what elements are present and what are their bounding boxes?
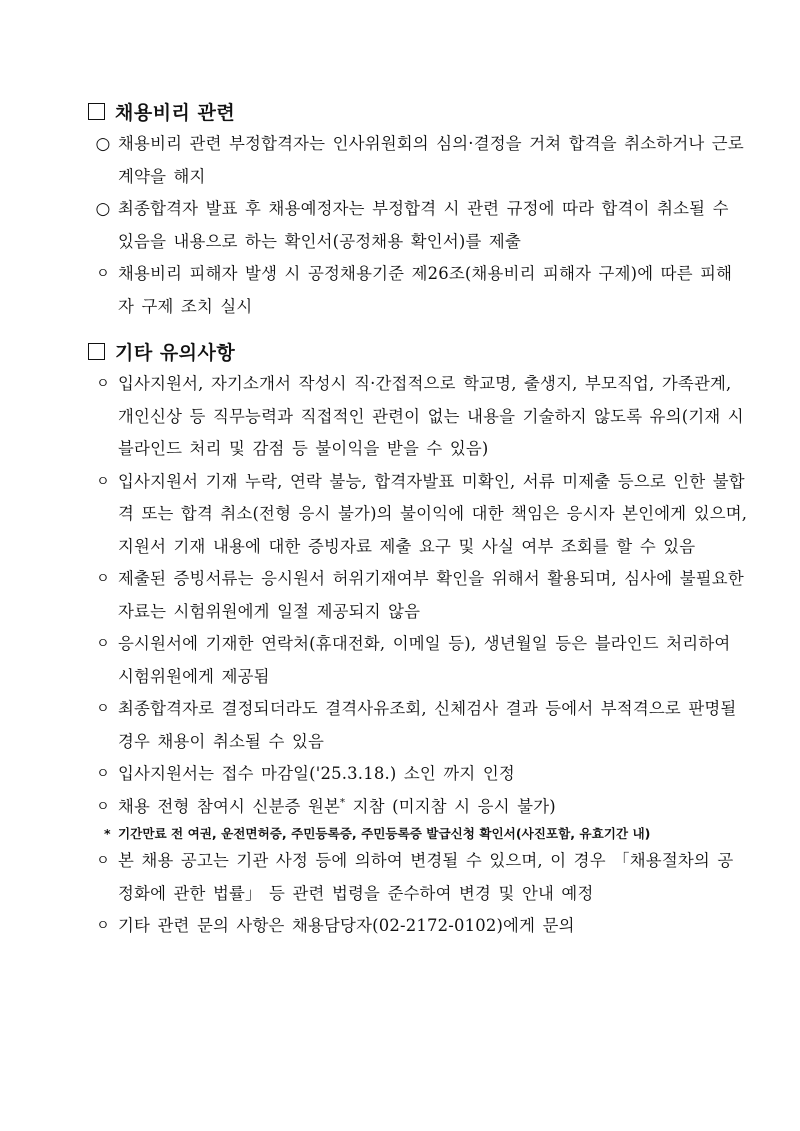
list-item: [88, 845, 748, 910]
list-item: [88, 193, 748, 258]
list-item: [88, 910, 748, 943]
list-item: [88, 128, 748, 193]
list-item: [88, 758, 748, 791]
circle-bullet-icon: ㅇ: [96, 853, 110, 869]
list-item: [88, 791, 748, 824]
circle-bullet-icon: ㅇ: [96, 766, 110, 782]
circle-bullet-icon: ㅇ: [96, 918, 110, 934]
list-item-text-after: 지참 (미지참 시 응시 불가): [345, 796, 556, 816]
list-item-text: 채용 전형 참여시 신분증 원본: [118, 796, 341, 816]
footnote: [104, 823, 748, 845]
list-item-text: 최종합격자 발표 후 채용예정자는 부정합격 시 관련 규정에 따라 합격이 취소될 수 있음을 내용으로 하는 확인서(공정채용 확인서)를 제출: [118, 199, 729, 251]
section-heading: [88, 336, 748, 366]
circle-bullet-icon: ㅇ: [96, 636, 110, 652]
footnote-text: 기간만료 전 여권, 운전면허증, 주민등록증, 주민등록증 발급신청 확인서(사진포함, 유효기간 내): [118, 826, 651, 841]
checkbox-square-icon: [88, 343, 105, 360]
section-recruitment-fraud: [88, 96, 748, 323]
list-item-text: 응시원서에 기재한 연락처(휴대전화, 이메일 등), 생년월일 등은 블라인드 처리하여 시험위원에게 제공됨: [118, 634, 731, 686]
list-item-text: 입사지원서는 접수 마감일('25.3.18.) 소인 까지 인정: [118, 764, 515, 783]
list-item-text: 입사지원서 기재 누락, 연락 불능, 합격자발표 미확인, 서류 미제출 등으로 인한 불합격 또는 합격 취소(전형 응시 불가)의 불이익에 대한 책임은 응시자 본인에게 있으며, 지원서 기재 내용에 대한 증빙자료 제출 요구 및 사실 여부 조회를 할 수 있음: [118, 471, 748, 556]
circle-bullet-icon: ㅇ: [96, 473, 110, 490]
checkbox-square-icon: [88, 103, 105, 120]
footnote-marker: *: [340, 797, 346, 809]
list-item-text: 본 채용 공고는 기관 사정 등에 의하여 변경될 수 있으며, 이 경우 「채용절차의 공정화에 관한 법률」 등 관련 법령을 준수하여 변경 및 안내 예정: [118, 851, 734, 903]
section-other-notices: [88, 336, 748, 943]
list-item: [88, 466, 748, 564]
footnote-star: *: [104, 826, 111, 841]
circle-bullet-icon: ○: [95, 134, 111, 154]
list-item: [88, 628, 748, 693]
circle-bullet-icon: ㅇ: [96, 571, 110, 587]
list-item: [88, 368, 748, 466]
circle-bullet-icon: ㅇ: [96, 798, 110, 815]
list-item: [88, 258, 748, 323]
section-title: 채용비리 관련: [115, 101, 236, 124]
circle-bullet-icon: ㅇ: [96, 266, 110, 282]
list-item-text: 최종합격자로 결정되더라도 결격사유조회, 신체검사 결과 등에서 부적격으로 판명될 경우 채용이 취소될 수 있음: [118, 699, 737, 751]
section-heading: [88, 96, 748, 126]
list-item-text: 입사지원서, 자기소개서 작성시 직·간접적으로 학교명, 출생지, 부모직업, 가족관계, 개인신상 등 직무능력과 직접적인 관련이 없는 내용을 기술하지 않도록 유의(기재 시 블라인드 처리 및 감점 등 불이익을 받을 수 있음): [118, 374, 744, 458]
list-item-text: 채용비리 피해자 발생 시 공정채용기준 제26조(채용비리 피해자 구제)에 따른 피해자 구제 조치 실시: [118, 264, 733, 316]
list-item-text: 기타 관련 문의 사항은 채용담당자(02-2172-0102)에게 문의: [118, 916, 575, 935]
circle-bullet-icon: ㅇ: [96, 376, 110, 392]
circle-bullet-icon: ㅇ: [96, 701, 110, 717]
section-title: 기타 유의사항: [115, 341, 236, 364]
circle-bullet-icon: ○: [95, 199, 111, 219]
list-item: [88, 693, 748, 758]
list-item-text: 채용비리 관련 부정합격자는 인사위원회의 심의·결정을 거쳐 합격을 취소하거나 근로계약을 해지: [118, 134, 744, 186]
list-item: [88, 563, 748, 628]
list-item-text: 제출된 증빙서류는 응시원서 허위기재여부 확인을 위해서 활용되며, 심사에 불필요한 자료는 시험위원에게 일절 제공되지 않음: [118, 569, 744, 621]
